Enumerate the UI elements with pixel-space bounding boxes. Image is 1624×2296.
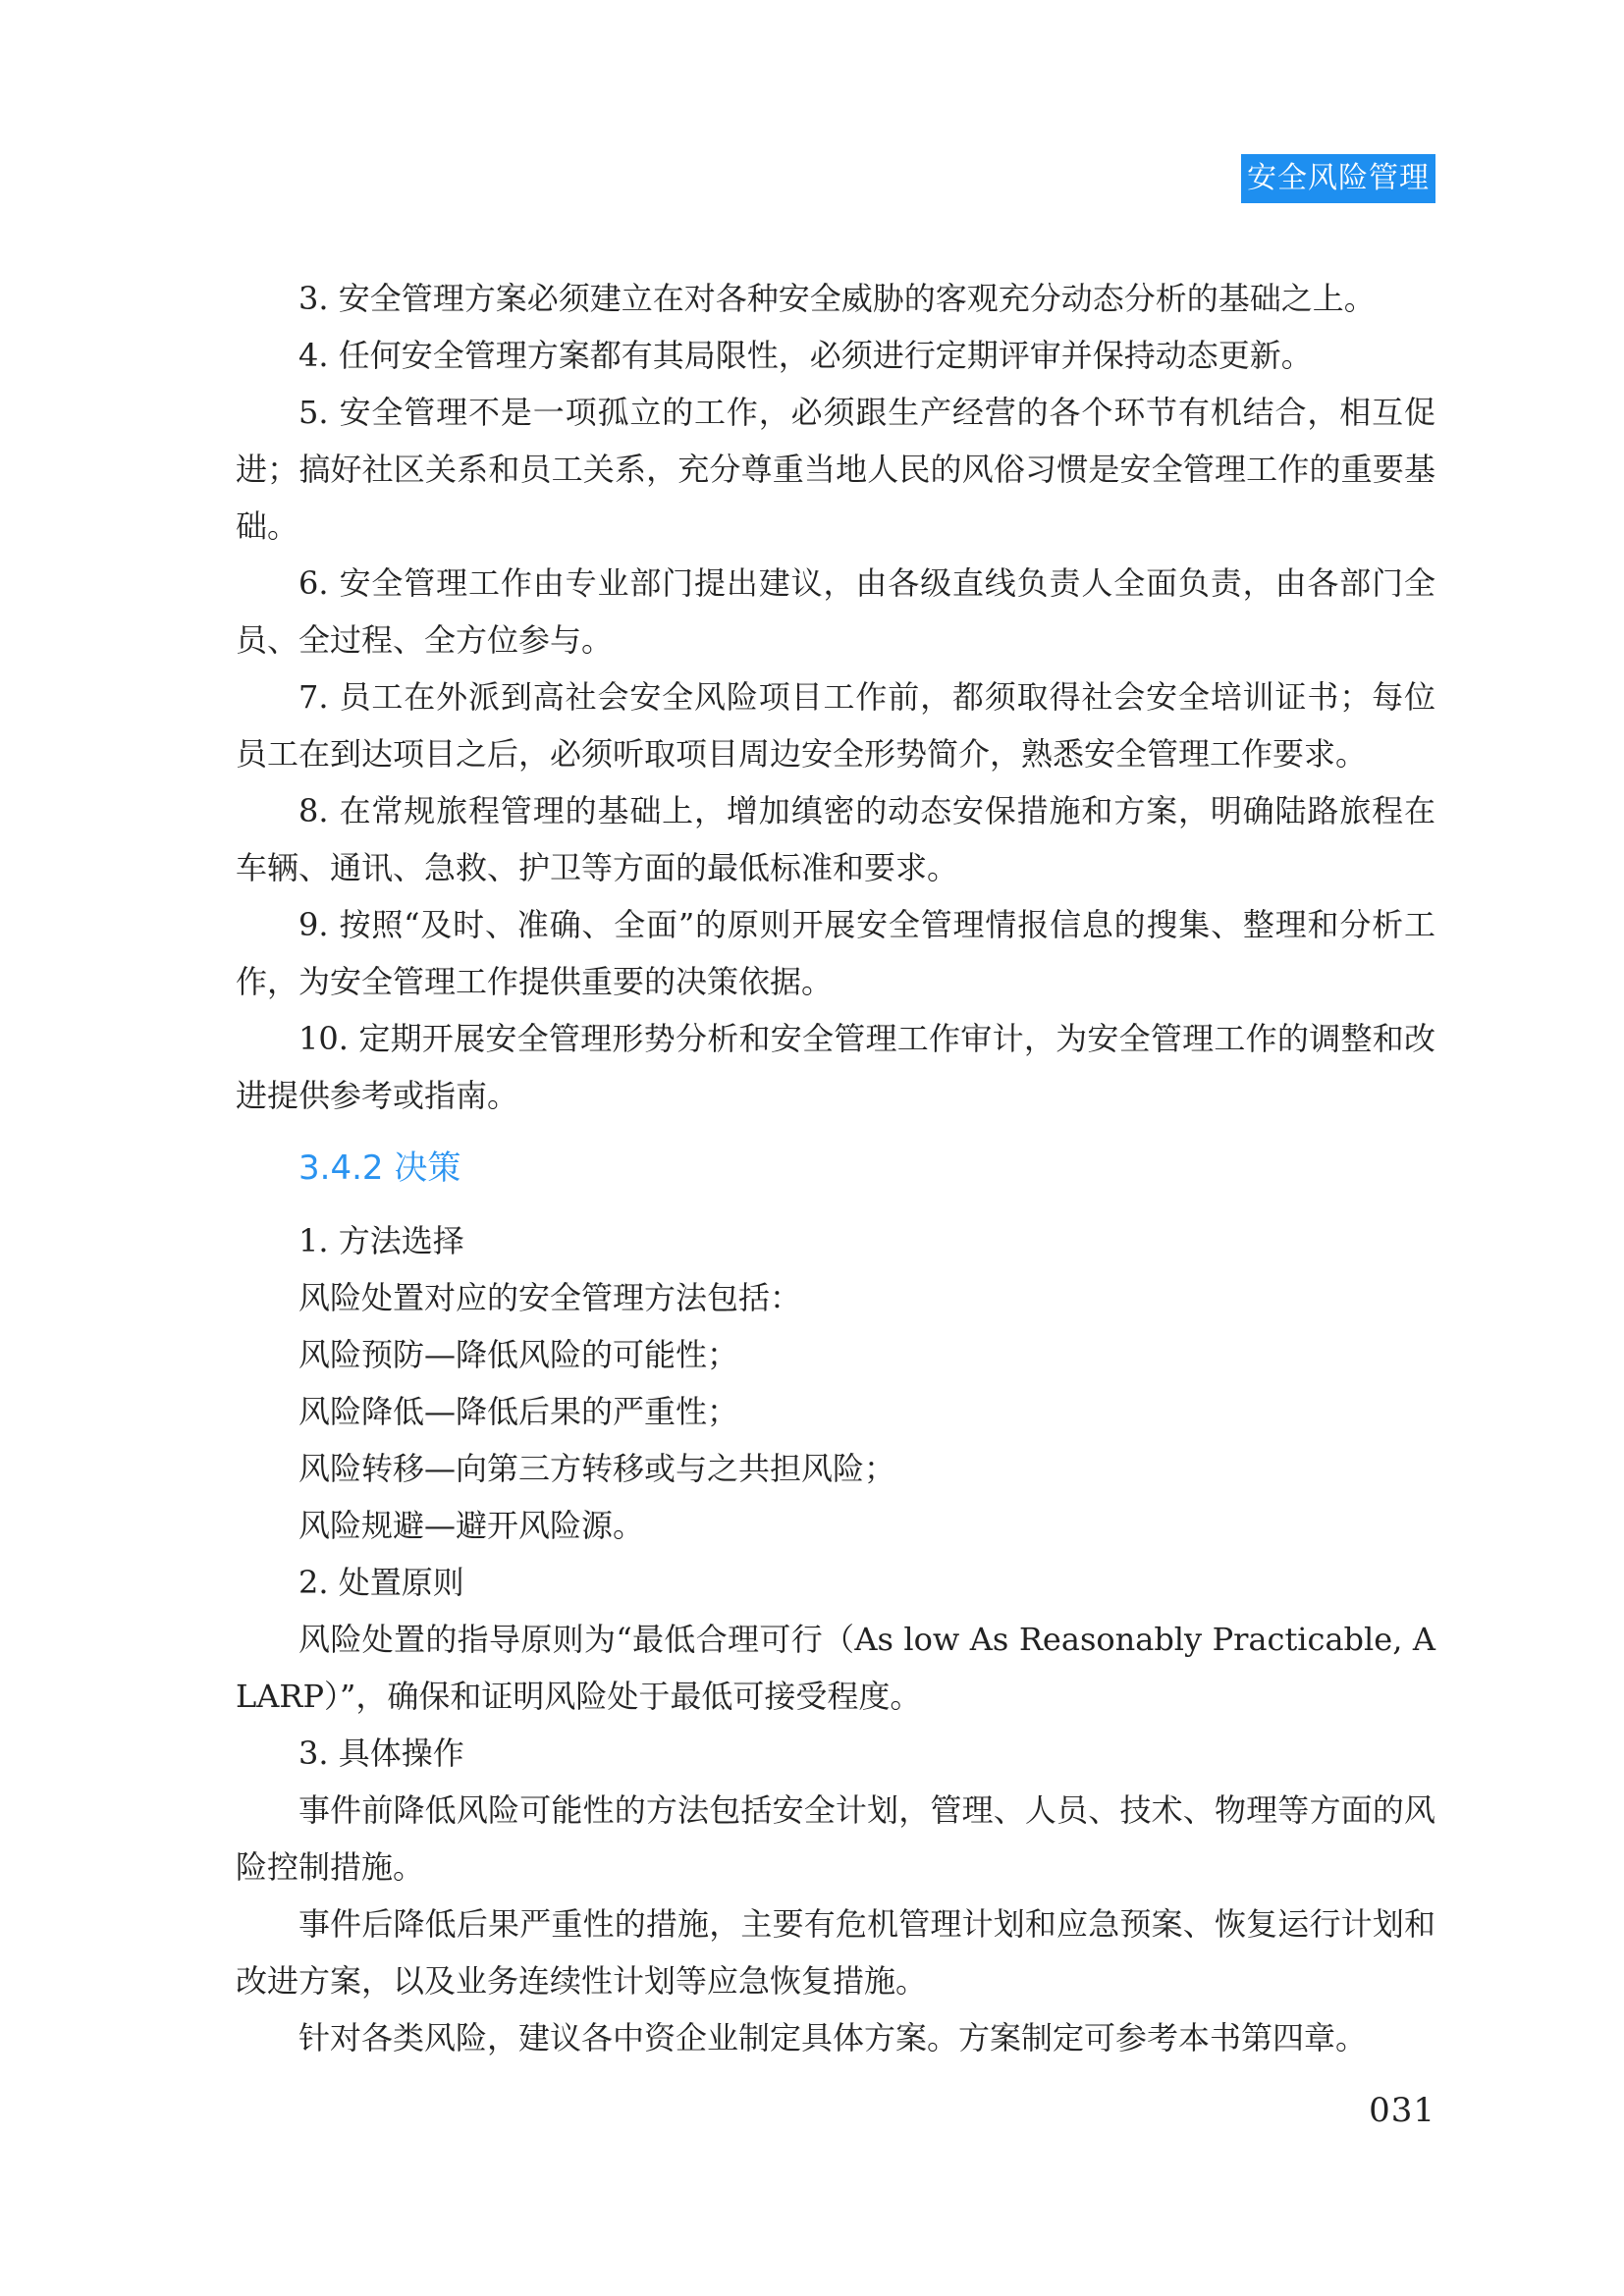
paragraph: 风险处置对应的安全管理方法包括： <box>298 1279 802 1316</box>
paragraph: 9. 按照“及时、准确、全面”的原则开展安全管理情报信息的搜集、整理和分析工作，为安全管理工作提供重要的决策依据。 <box>236 906 1435 1000</box>
list-item: 风险转移—向第三方转移或与之共担风险； <box>298 1450 896 1487</box>
paragraph: 风险处置的指导原则为“最低合理可行（As low As Reasonably Practicable, ALARP）”，确保和证明风险处于最低可接受程度。 <box>236 1621 1435 1715</box>
list-item: 风险规避—避开风险源。 <box>298 1507 645 1544</box>
page-number: 031 <box>1369 2091 1435 2130</box>
chapter-header-badge: 安全风险管理 <box>1241 154 1435 203</box>
paragraph: 8. 在常规旅程管理的基础上，增加缜密的动态安保措施和方案，明确陆路旅程在车辆、通讯、急救、护卫等方面的最低标准和要求。 <box>236 792 1435 886</box>
page-content <box>236 270 1435 2066</box>
list-item: 风险降低—降低后果的严重性； <box>298 1393 739 1430</box>
subsection-title: 3. 具体操作 <box>298 1735 464 1772</box>
paragraph: 6. 安全管理工作由专业部门提出建议，由各级直线负责人全面负责，由各部门全员、全过程、全方位参与。 <box>236 564 1435 659</box>
section-heading: 3.4.2 决策 <box>298 1148 461 1188</box>
paragraph: 4. 任何安全管理方案都有其局限性，必须进行定期评审并保持动态更新。 <box>298 337 1313 374</box>
paragraph: 事件后降低后果严重性的措施，主要有危机管理计划和应急预案、恢复运行计划和改进方案，以及业务连续性计划等应急恢复措施。 <box>236 1905 1435 2000</box>
paragraph: 10. 定期开展安全管理形势分析和安全管理工作审计，为安全管理工作的调整和改进提供参考或指南。 <box>236 1020 1435 1114</box>
subsection-title: 1. 方法选择 <box>298 1222 464 1259</box>
paragraph: 3. 安全管理方案必须建立在对各种安全威胁的客观充分动态分析的基础之上。 <box>298 280 1376 317</box>
paragraph: 7. 员工在外派到高社会安全风险项目工作前，都须取得社会安全培训证书；每位员工在到达项目之后，必须听取项目周边安全形势简介，熟悉安全管理工作要求。 <box>236 678 1435 773</box>
list-item: 风险预防—降低风险的可能性； <box>298 1336 739 1373</box>
paragraph: 5. 安全管理不是一项孤立的工作，必须跟生产经营的各个环节有机结合，相互促进；搞好社区关系和员工关系，充分尊重当地人民的风俗习惯是安全管理工作的重要基础。 <box>236 394 1435 545</box>
paragraph: 针对各类风险，建议各中资企业制定具体方案。方案制定可参考本书第四章。 <box>298 2019 1368 2056</box>
paragraph: 事件前降低风险可能性的方法包括安全计划，管理、人员、技术、物理等方面的风险控制措施。 <box>236 1791 1435 1886</box>
subsection-title: 2. 处置原则 <box>298 1564 464 1601</box>
